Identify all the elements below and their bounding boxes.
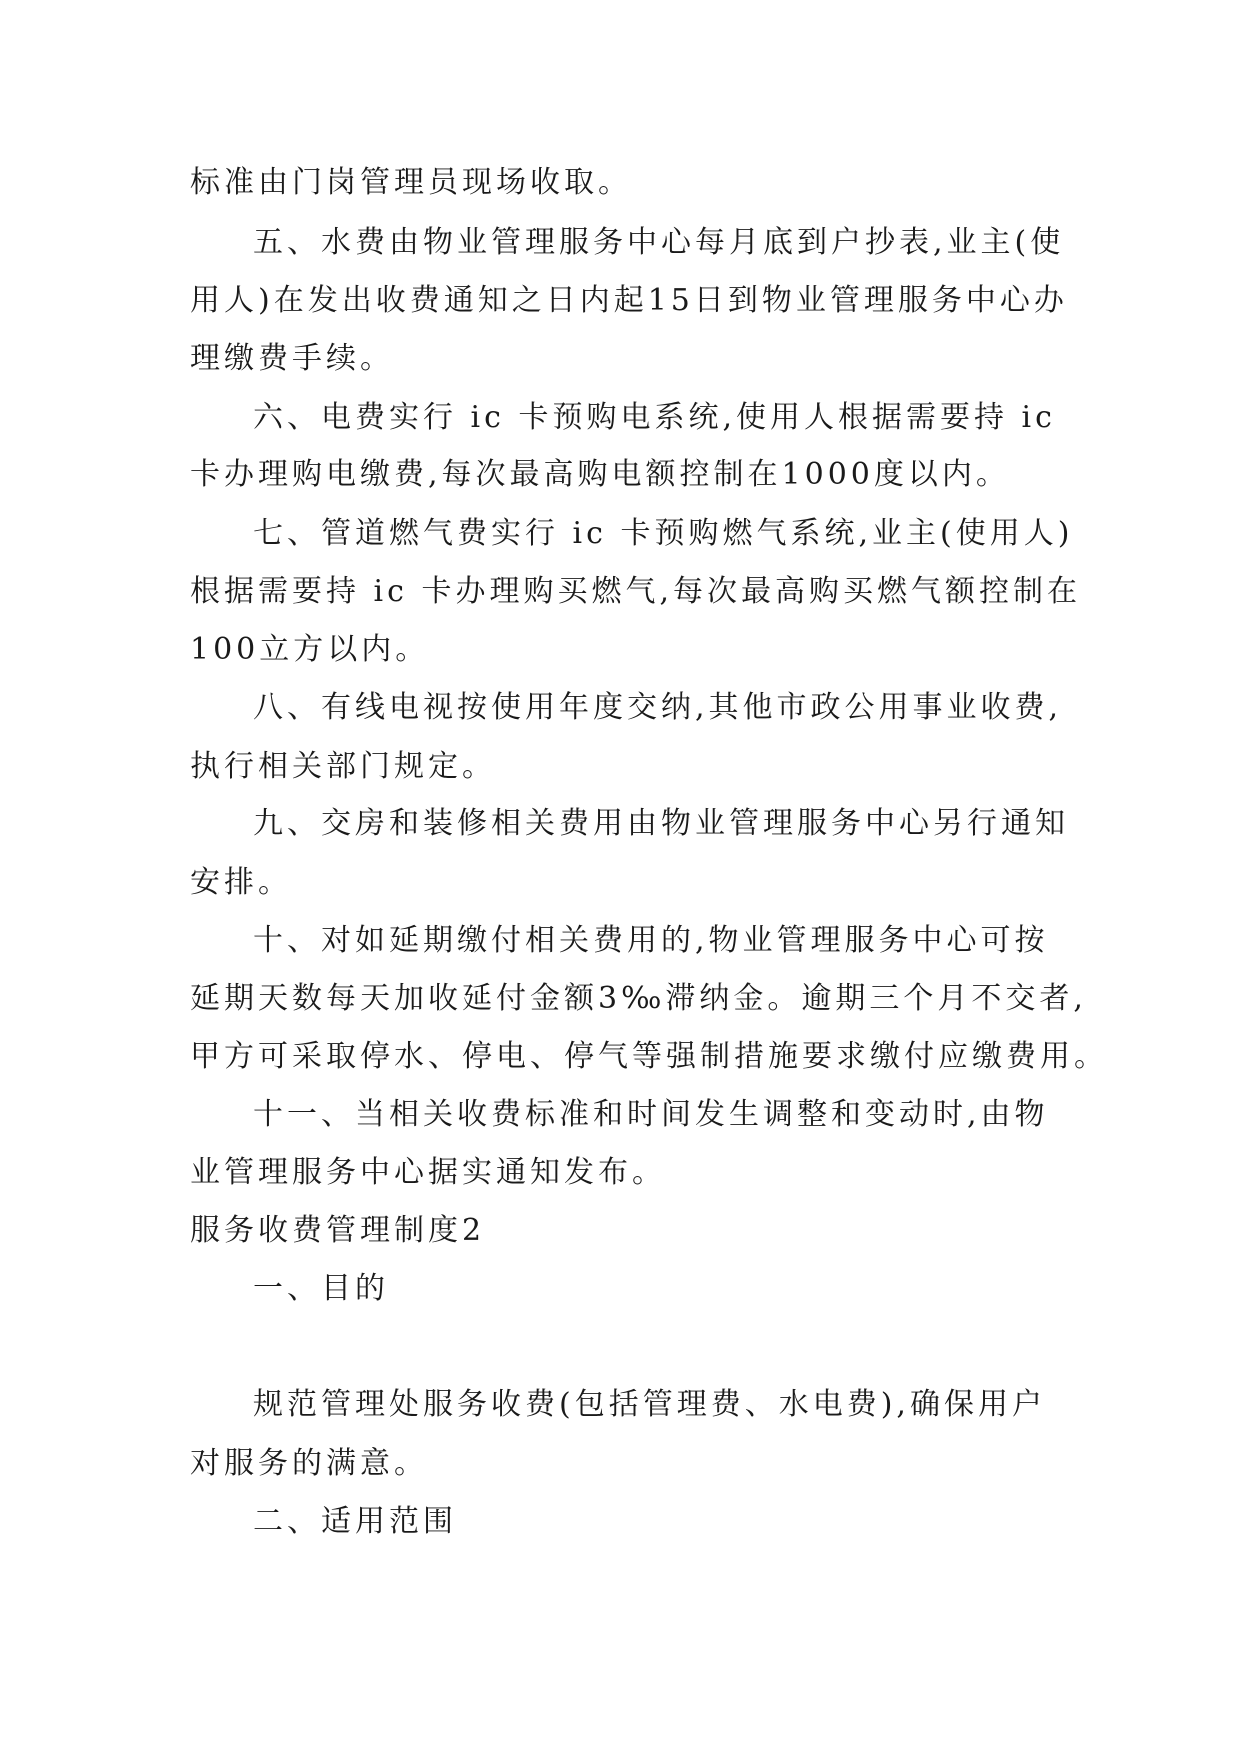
subheading-purpose: 一、目的: [253, 1271, 389, 1306]
text-line: 执行相关部门规定。: [190, 749, 496, 784]
paragraph-5-line-1: 五、水费由物业管理服务中心每月底到户抄表,业主(使: [253, 225, 1065, 260]
paragraph-9-line-1: 九、交房和装修相关费用由物业管理服务中心另行通知: [253, 806, 1069, 841]
subheading-scope: 二、适用范围: [253, 1504, 457, 1539]
text-line: 理缴费手续。: [190, 341, 394, 376]
text-line: 对服务的满意。: [190, 1446, 428, 1481]
text-line: 根据需要持 ic 卡办理购买燃气,每次最高购买燃气额控制在: [190, 574, 1082, 609]
text-line: 标准由门岗管理员现场收取。: [190, 165, 632, 200]
text-line: 延期天数每天加收延付金额3‰滞纳金。逾期三个月不交者,: [190, 981, 1087, 1016]
purpose-line-1: 规范管理处服务收费(包括管理费、水电费),确保用户: [253, 1387, 1046, 1422]
paragraph-8-line-1: 八、有线电视按使用年度交纳,其他市政公用事业收费,: [253, 690, 1063, 725]
text-line: 100立方以内。: [190, 632, 430, 667]
text-line: 安排。: [190, 865, 292, 900]
text-line: 业管理服务中心据实通知发布。: [190, 1155, 666, 1190]
paragraph-6-line-1: 六、电费实行 ic 卡预购电系统,使用人根据需要持 ic: [253, 400, 1056, 435]
text-line: 甲方可采取停水、停电、停气等强制措施要求缴付应缴费用。: [190, 1039, 1108, 1074]
text-line: 用人)在发出收费通知之日内起15日到物业管理服务中心办: [190, 283, 1068, 318]
paragraph-10-line-1: 十、对如延期缴付相关费用的,物业管理服务中心可按: [253, 923, 1049, 958]
section-heading: 服务收费管理制度2: [190, 1213, 486, 1248]
paragraph-11-line-1: 十一、当相关收费标准和时间发生调整和变动时,由物: [253, 1097, 1049, 1132]
text-line: 卡办理购电缴费,每次最高购电额控制在1000度以内。: [190, 457, 1010, 492]
paragraph-7-line-1: 七、管道燃气费实行 ic 卡预购燃气系统,业主(使用人): [253, 516, 1074, 551]
